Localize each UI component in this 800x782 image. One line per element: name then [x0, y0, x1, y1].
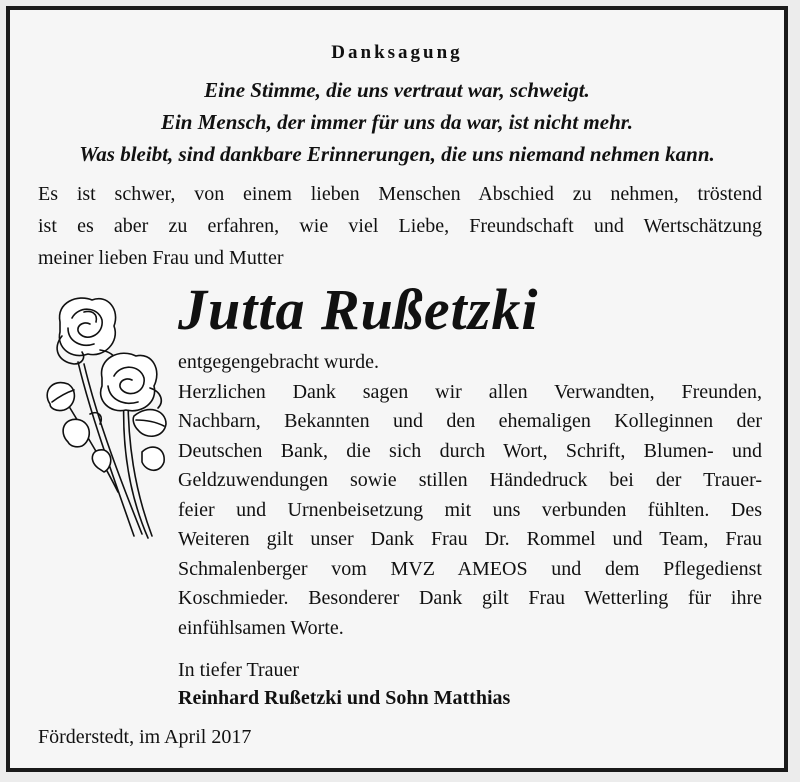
- roses-icon: [38, 292, 170, 542]
- intro-line: Es ist schwer, von einem lieben Menschen Abschied zu nehmen, tröstend: [38, 183, 762, 205]
- body-line: Nachbarn, Bekannten und den ehemaligen Kolleginnen der: [178, 410, 762, 432]
- body-line: Deutschen Bank, die sich durch Wort, Schrift, Blumen- und: [178, 439, 762, 462]
- deceased-name: Jutta Rußetzki: [178, 277, 539, 342]
- poem-line: Was bleibt, sind dankbare Erinnerungen, die uns niemand nehmen kann.: [79, 142, 715, 166]
- body-line: Weiteren gilt unser Dank Frau Dr. Rommel und Team, Frau: [178, 528, 762, 550]
- body-line: Schmalenberger vom MVZ AMEOS und dem Pflegedienst: [178, 557, 762, 580]
- body-line: feier und Urnenbeisetzung mit uns verbunden fühlten. Des: [178, 498, 762, 521]
- poem-line: Ein Mensch, der immer für uns da war, ist nicht mehr.: [160, 110, 634, 134]
- body-line: entgegengebracht wurde.: [178, 351, 380, 373]
- heading: Danksagung: [331, 42, 463, 63]
- body-line: Geldzuwendungen sowie stillen Händedruck bei der Trauer-: [178, 469, 762, 491]
- closing: [178, 656, 510, 712]
- signature: Reinhard Rußetzki und Sohn Matthias: [178, 687, 511, 709]
- poem-line: Eine Stimme, die uns vertraut war, schweigt.: [204, 78, 590, 102]
- obituary-card: [6, 6, 788, 772]
- place-date: Förderstedt, im April 2017: [38, 726, 252, 748]
- body-line: Herzlichen Dank sagen wir allen Verwandten, Freunden,: [178, 380, 762, 403]
- body-line: einfühlsamen Worte.: [178, 616, 344, 639]
- body-paragraph: [178, 348, 762, 643]
- body-line: Koschmieder. Besonderer Dank gilt Frau Wetterling für ihre: [178, 587, 762, 609]
- closing-line: In tiefer Trauer: [178, 659, 300, 681]
- intro-line: meiner lieben Frau und Mutter: [38, 247, 284, 269]
- poem: [10, 74, 784, 170]
- intro-paragraph: [38, 178, 762, 274]
- intro-line: ist es aber zu erfahren, wie viel Liebe, Freundschaft und Wertschätzung: [38, 215, 762, 237]
